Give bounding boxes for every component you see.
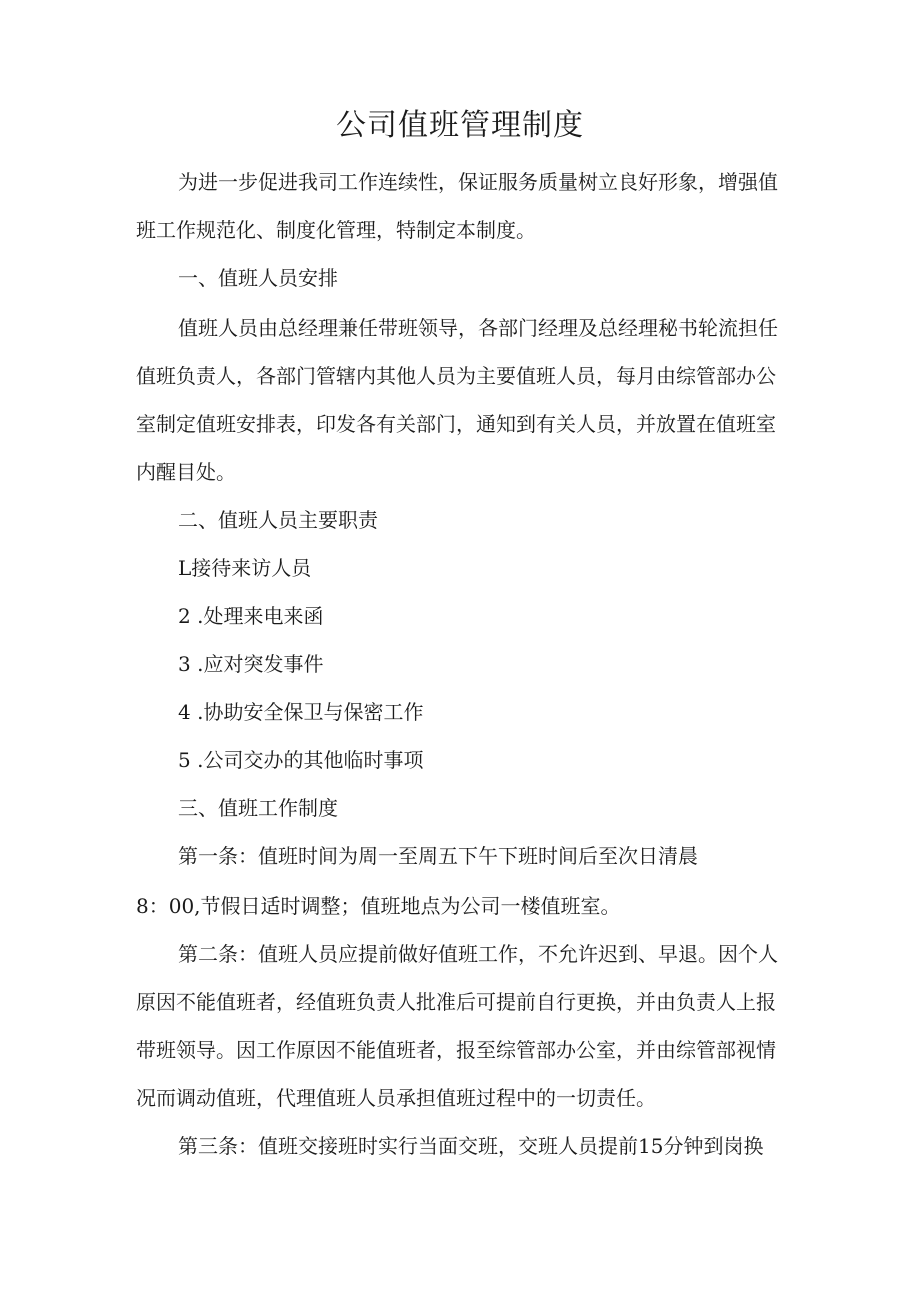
- paragraph-line: 班工作规范化、制度化管理，特制定本制度。: [136, 218, 536, 242]
- document-title: 公司值班管理制度: [336, 108, 584, 143]
- paragraph-line: 况而调动值班，代理值班人员承担值班过程中的一切责任。: [136, 1086, 656, 1110]
- paragraph-line: 为进一步促进我司工作连续性，保证服务质量树立良好形象，增强值: [178, 170, 778, 194]
- paragraph-line: 室制定值班安排表，印发各有关部门，通知到有关人员，并放置在值班室: [136, 412, 776, 436]
- paragraph-line: 第二条：值班人员应提前做好值班工作，不允许迟到、早退。因个人: [178, 942, 778, 966]
- paragraph-line: 值班负责人，各部门管辖内其他人员为主要值班人员，每月由综管部办公: [136, 364, 776, 388]
- section-heading: 三、值班工作制度: [178, 796, 338, 820]
- paragraph-line: 内醒目处。: [136, 460, 236, 484]
- list-item: 3 .应对突发事件: [178, 652, 324, 676]
- paragraph-line: 第一条：值班时间为周一至周五下午下班时间后至次日清晨: [178, 844, 698, 868]
- paragraph-line: 8：00,节假日适时调整；值班地点为公司一楼值班室。: [136, 894, 621, 918]
- list-item: 4 .协助安全保卫与保密工作: [178, 700, 424, 724]
- section-heading: 一、值班人员安排: [178, 266, 338, 290]
- list-item: 2 .处理来电来函: [178, 604, 324, 628]
- section-heading: 二、值班人员主要职责: [178, 508, 378, 532]
- paragraph-line: 原因不能值班者，经值班负责人批准后可提前自行更换，并由负责人上报: [136, 990, 776, 1014]
- list-item: L接待来访人员: [178, 556, 312, 580]
- paragraph-line: 值班人员由总经理兼任带班领导，各部门经理及总经理秘书轮流担任: [178, 316, 778, 340]
- paragraph-line: 第三条：值班交接班时实行当面交班，交班人员提前15分钟到岗换: [178, 1134, 764, 1158]
- paragraph-line: 带班领导。因工作原因不能值班者，报至综管部办公室，并由综管部视情: [136, 1038, 776, 1062]
- list-item: 5 .公司交办的其他临时事项: [178, 748, 424, 772]
